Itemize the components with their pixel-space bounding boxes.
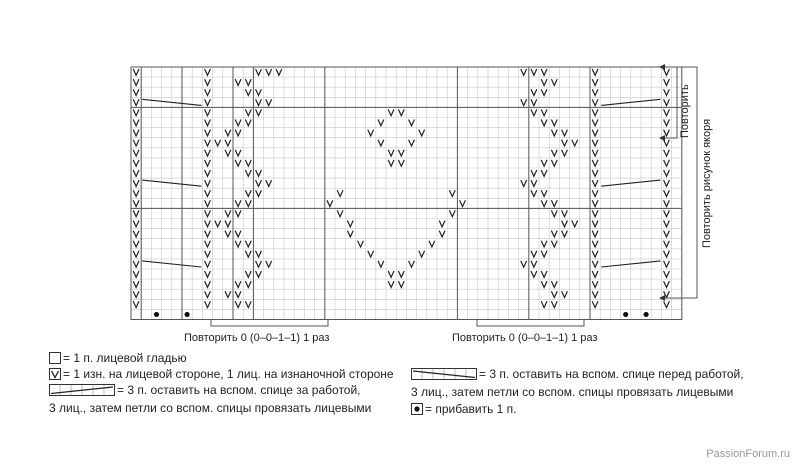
purl-mark xyxy=(592,261,598,267)
purl-mark xyxy=(521,69,527,75)
purl-mark xyxy=(562,291,568,297)
purl-mark xyxy=(409,120,415,126)
purl-mark xyxy=(133,69,139,75)
purl-mark xyxy=(531,69,537,75)
legend-cable-front-text-2: 3 лиц., затем петли со вспом. спицы провязать лицевыми xyxy=(411,385,734,399)
purl-mark xyxy=(541,301,547,307)
purl-mark xyxy=(541,170,547,176)
purl-mark xyxy=(133,99,139,105)
purl-mark xyxy=(133,221,139,227)
purl-mark xyxy=(245,109,251,115)
purl-mark xyxy=(245,120,251,126)
purl-mark xyxy=(266,99,272,105)
purl-mark xyxy=(245,89,251,95)
purl-mark xyxy=(531,251,537,257)
purl-mark xyxy=(256,190,262,196)
purl-mark xyxy=(541,241,547,247)
increase-mark xyxy=(644,312,649,317)
purl-mark xyxy=(562,231,568,237)
purl-mark xyxy=(541,89,547,95)
purl-mark xyxy=(256,180,262,186)
purl-mark xyxy=(133,241,139,247)
purl-mark xyxy=(205,69,211,75)
purl-mark xyxy=(664,160,670,166)
purl-mark xyxy=(205,99,211,105)
purl-mark xyxy=(429,241,435,247)
purl-mark xyxy=(337,210,343,216)
purl-mark xyxy=(449,190,455,196)
purl-mark xyxy=(398,271,404,277)
purl-mark xyxy=(409,261,415,267)
purl-mark xyxy=(215,221,221,227)
purl-mark xyxy=(205,109,211,115)
purl-mark xyxy=(398,281,404,287)
purl-mark xyxy=(133,140,139,146)
legend-knit xyxy=(49,351,187,365)
purl-mark xyxy=(256,99,262,105)
repeat-label-inner: Повторить xyxy=(679,84,691,138)
purl-mark xyxy=(664,231,670,237)
purl-mark xyxy=(235,130,241,136)
legend-cable-back-cont xyxy=(49,401,371,415)
purl-mark xyxy=(205,140,211,146)
purl-mark xyxy=(664,221,670,227)
purl-mark xyxy=(205,89,211,95)
purl-mark xyxy=(225,130,231,136)
purl-mark xyxy=(419,130,425,136)
purl-mark xyxy=(235,150,241,156)
knit-symbol-icon xyxy=(49,352,61,364)
purl-mark xyxy=(205,261,211,267)
purl-mark xyxy=(235,301,241,307)
purl-mark xyxy=(205,150,211,156)
purl-mark xyxy=(133,170,139,176)
purl-mark xyxy=(592,180,598,186)
purl-mark xyxy=(378,120,384,126)
purl-mark xyxy=(205,210,211,216)
purl-mark xyxy=(664,271,670,277)
purl-mark xyxy=(592,251,598,257)
purl-mark xyxy=(664,120,670,126)
purl-mark xyxy=(256,89,262,95)
purl-mark xyxy=(592,109,598,115)
purl-mark xyxy=(551,231,557,237)
legend-increase xyxy=(411,402,517,416)
arrow-icon xyxy=(659,295,665,301)
watermark: PassionForum.ru xyxy=(706,448,790,460)
purl-mark xyxy=(235,241,241,247)
purl-mark xyxy=(133,291,139,297)
purl-mark xyxy=(205,241,211,247)
purl-mark xyxy=(664,180,670,186)
purl-mark xyxy=(664,170,670,176)
purl-mark xyxy=(133,281,139,287)
purl-mark xyxy=(205,130,211,136)
purl-mark xyxy=(256,251,262,257)
purl-mark xyxy=(347,231,353,237)
purl-mark xyxy=(664,79,670,85)
purl-mark xyxy=(592,140,598,146)
purl-mark xyxy=(592,69,598,75)
purl-mark xyxy=(562,140,568,146)
purl-mark xyxy=(541,160,547,166)
purl-mark xyxy=(592,190,598,196)
purl-mark xyxy=(419,251,425,257)
purl-mark xyxy=(592,210,598,216)
purl-mark xyxy=(133,89,139,95)
purl-mark xyxy=(133,109,139,115)
purl-mark xyxy=(551,79,557,85)
purl-mark xyxy=(664,281,670,287)
purl-mark xyxy=(592,99,598,105)
purl-mark xyxy=(358,241,364,247)
repeat-label-outer: Повторить рисунок якоря xyxy=(701,118,713,248)
purl-mark xyxy=(521,261,527,267)
purl-mark xyxy=(562,150,568,156)
purl-mark xyxy=(245,271,251,277)
purl-mark xyxy=(664,301,670,307)
purl-mark xyxy=(133,160,139,166)
purl-mark xyxy=(664,200,670,206)
legend-purl xyxy=(49,367,394,381)
increase-mark xyxy=(623,312,628,317)
purl-mark xyxy=(572,221,578,227)
legend-cable-back-text-2: 3 лиц., затем петли со вспом. спицы провязать лицевыми xyxy=(49,401,372,415)
repeat-bracket-right xyxy=(477,320,584,326)
purl-mark xyxy=(592,79,598,85)
purl-mark xyxy=(256,170,262,176)
purl-mark xyxy=(133,231,139,237)
purl-mark xyxy=(235,120,241,126)
purl-mark xyxy=(276,69,282,75)
purl-mark xyxy=(551,301,557,307)
purl-mark xyxy=(592,200,598,206)
purl-mark xyxy=(541,281,547,287)
purl-mark xyxy=(664,109,670,115)
purl-mark xyxy=(205,231,211,237)
purl-mark xyxy=(225,140,231,146)
purl-mark xyxy=(664,89,670,95)
arrow-icon xyxy=(659,135,665,141)
purl-mark xyxy=(531,180,537,186)
purl-mark xyxy=(541,69,547,75)
purl-mark xyxy=(133,79,139,85)
legend-cable-front-text-1: = 3 п. оставить на вспом. спице перед работой, xyxy=(479,367,744,381)
purl-mark xyxy=(245,190,251,196)
purl-mark xyxy=(205,291,211,297)
purl-mark xyxy=(133,261,139,267)
purl-mark xyxy=(245,241,251,247)
legend-cable-back-text-1: = 3 п. оставить на вспом. спице за работой, xyxy=(117,383,361,397)
purl-mark xyxy=(368,130,374,136)
purl-mark xyxy=(551,160,557,166)
purl-mark xyxy=(531,261,537,267)
purl-mark xyxy=(664,130,670,136)
purl-mark xyxy=(337,190,343,196)
purl-mark xyxy=(398,150,404,156)
purl-mark xyxy=(133,301,139,307)
purl-mark xyxy=(266,180,272,186)
chart-grid xyxy=(131,67,682,320)
purl-mark xyxy=(592,231,598,237)
purl-mark xyxy=(439,231,445,237)
purl-mark xyxy=(592,150,598,156)
purl-mark xyxy=(133,190,139,196)
purl-mark xyxy=(378,140,384,146)
legend-knit-text: = 1 п. лицевой гладью xyxy=(63,351,187,365)
purl-mark xyxy=(235,291,241,297)
purl-mark xyxy=(449,210,455,216)
purl-mark xyxy=(205,79,211,85)
purl-mark xyxy=(256,69,262,75)
purl-mark xyxy=(225,210,231,216)
purl-mark xyxy=(541,251,547,257)
purl-mark xyxy=(551,291,557,297)
purl-mark xyxy=(664,99,670,105)
purl-mark xyxy=(215,140,221,146)
purl-mark xyxy=(592,160,598,166)
purl-mark xyxy=(592,170,598,176)
purl-mark xyxy=(562,130,568,136)
purl-mark xyxy=(531,89,537,95)
purl-mark xyxy=(347,221,353,227)
purl-mark xyxy=(245,200,251,206)
purl-mark xyxy=(378,261,384,267)
repeat-bracket-left xyxy=(211,320,328,326)
purl-mark xyxy=(541,79,547,85)
purl-mark xyxy=(245,281,251,287)
purl-mark xyxy=(225,150,231,156)
purl-mark xyxy=(664,241,670,247)
purl-mark xyxy=(551,281,557,287)
increase-symbol-icon xyxy=(411,403,423,415)
purl-mark xyxy=(205,180,211,186)
purl-mark xyxy=(245,301,251,307)
purl-mark xyxy=(225,231,231,237)
purl-mark xyxy=(235,210,241,216)
purl-mark xyxy=(205,190,211,196)
purl-mark xyxy=(205,120,211,126)
purl-mark xyxy=(266,261,272,267)
purl-mark xyxy=(133,200,139,206)
purl-mark xyxy=(664,69,670,75)
purl-mark xyxy=(256,261,262,267)
purl-mark xyxy=(205,251,211,257)
repeat-label-right: Повторить 0 (0–0–1–1) 1 раз xyxy=(452,332,598,344)
purl-mark xyxy=(133,271,139,277)
purl-mark xyxy=(592,130,598,136)
purl-mark xyxy=(664,261,670,267)
purl-mark xyxy=(664,251,670,257)
purl-mark xyxy=(664,190,670,196)
purl-mark xyxy=(592,291,598,297)
purl-mark xyxy=(562,221,568,227)
purl-mark xyxy=(541,190,547,196)
purl-mark xyxy=(541,200,547,206)
purl-mark xyxy=(133,180,139,186)
purl-mark xyxy=(245,170,251,176)
purl-mark xyxy=(205,281,211,287)
purl-mark xyxy=(388,271,394,277)
purl-mark xyxy=(592,271,598,277)
purl-mark xyxy=(531,109,537,115)
legend-purl-text: = 1 изн. на лицевой стороне, 1 лиц. на изнаночной стороне xyxy=(63,367,394,381)
purl-mark xyxy=(245,79,251,85)
purl-mark xyxy=(551,200,557,206)
purl-mark xyxy=(327,200,333,206)
purl-mark xyxy=(541,120,547,126)
purl-mark xyxy=(388,281,394,287)
legend-cable-front xyxy=(411,367,744,381)
purl-mark xyxy=(562,210,568,216)
purl-mark xyxy=(133,120,139,126)
purl-mark xyxy=(521,180,527,186)
purl-mark xyxy=(541,271,547,277)
purl-mark xyxy=(531,190,537,196)
cable-symbols xyxy=(142,99,660,267)
purl-mark xyxy=(256,271,262,277)
increase-mark xyxy=(154,312,159,317)
legend-cable-back xyxy=(49,383,361,397)
legend-increase-text: = прибавить 1 п. xyxy=(425,402,517,416)
purl-mark xyxy=(235,200,241,206)
purl-mark xyxy=(592,281,598,287)
purl-mark xyxy=(664,210,670,216)
purl-mark xyxy=(205,170,211,176)
purl-mark xyxy=(541,109,547,115)
purl-mark xyxy=(398,109,404,115)
purl-mark xyxy=(235,231,241,237)
purl-mark xyxy=(235,79,241,85)
purl-mark xyxy=(133,251,139,257)
purl-mark xyxy=(245,251,251,257)
repeat-label-left: Повторить 0 (0–0–1–1) 1 раз xyxy=(184,332,330,344)
purl-mark xyxy=(439,221,445,227)
purl-mark xyxy=(133,130,139,136)
purl-mark xyxy=(225,291,231,297)
legend-cable-front-cont xyxy=(411,385,733,399)
purl-mark xyxy=(225,221,231,227)
purl-mark xyxy=(133,150,139,156)
purl-mark xyxy=(205,271,211,277)
purl-mark xyxy=(551,120,557,126)
purl-mark xyxy=(551,150,557,156)
purl-mark xyxy=(388,150,394,156)
purl-mark xyxy=(388,160,394,166)
purl-mark xyxy=(266,69,272,75)
purl-mark xyxy=(256,109,262,115)
purl-mark xyxy=(531,170,537,176)
purl-symbol-icon xyxy=(49,368,61,380)
purl-mark xyxy=(531,271,537,277)
purl-mark xyxy=(205,160,211,166)
purl-mark xyxy=(368,251,374,257)
purl-mark xyxy=(398,160,404,166)
purl-mark xyxy=(551,210,557,216)
purl-mark xyxy=(133,210,139,216)
purl-mark xyxy=(572,140,578,146)
purl-mark xyxy=(664,150,670,156)
purl-mark xyxy=(460,200,466,206)
purl-mark xyxy=(551,130,557,136)
purl-mark xyxy=(531,99,537,105)
purl-mark xyxy=(592,221,598,227)
purl-mark xyxy=(409,140,415,146)
purl-mark xyxy=(592,241,598,247)
purl-mark xyxy=(592,301,598,307)
purl-mark xyxy=(592,120,598,126)
purl-mark xyxy=(592,89,598,95)
purl-mark xyxy=(205,221,211,227)
purl-mark xyxy=(245,160,251,166)
cable-back-symbol-icon xyxy=(49,384,115,396)
purl-mark xyxy=(205,200,211,206)
cable-front-symbol-icon xyxy=(411,368,477,380)
purl-mark xyxy=(551,241,557,247)
purl-mark xyxy=(235,281,241,287)
increase-mark xyxy=(185,312,190,317)
purl-mark xyxy=(521,99,527,105)
purl-mark xyxy=(235,160,241,166)
increase-symbols xyxy=(154,312,649,317)
purl-mark xyxy=(205,301,211,307)
arrow-icon xyxy=(659,64,665,70)
purl-mark xyxy=(388,109,394,115)
